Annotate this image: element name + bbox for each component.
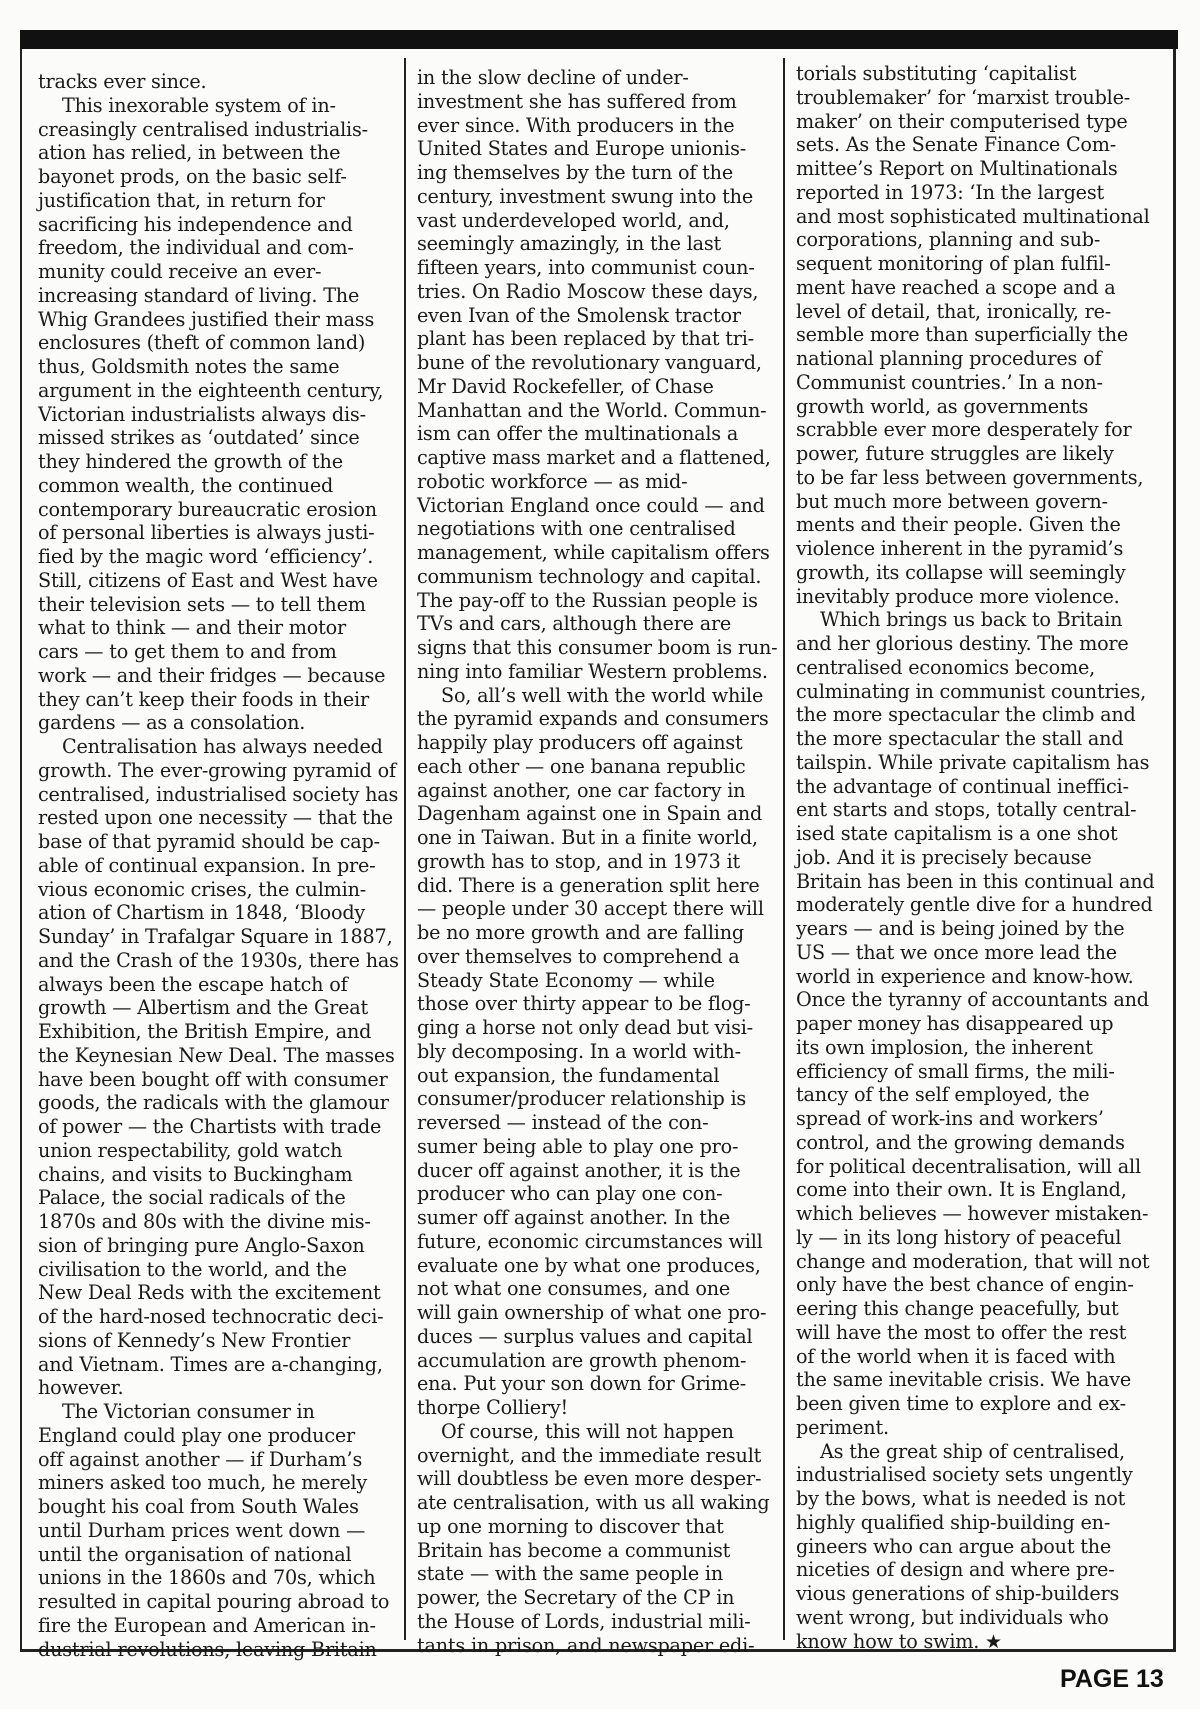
text-line: work — and their fridges — because — [38, 663, 386, 687]
text-line: Once the tyranny of accountants and — [796, 988, 1149, 1012]
text-line: justification that, in return for — [38, 188, 325, 212]
text-line: know how to swim. ★ — [796, 1629, 1003, 1653]
text-line: each other — one banana republic — [417, 754, 746, 778]
text-line: by the bows, what is needed is not — [796, 1487, 1126, 1510]
text-line: ing themselves by the turn of the — [417, 161, 733, 184]
paragraph — [38, 94, 398, 735]
text-line: of personal liberties is always justi- — [38, 521, 375, 545]
text-line: evaluate one by what one produces, — [417, 1253, 761, 1277]
text-line: periment. — [796, 1415, 889, 1439]
text-line: to be far less between governments, — [796, 465, 1144, 489]
text-line: fire the European and American in- — [38, 1613, 376, 1637]
text-line: investment she has suffered from — [417, 89, 737, 113]
text-line: maker’ on their computerised type — [796, 109, 1128, 133]
text-line: be no more growth and are falling — [417, 921, 744, 944]
text-line: dustrial revolutions, leaving Britain — [38, 1637, 377, 1661]
paragraph — [417, 66, 777, 684]
text-line: will gain ownership of what one pro- — [417, 1301, 767, 1324]
text-line: Britain has been in this continual and — [796, 869, 1155, 893]
text-line: come into their own. It is England, — [796, 1178, 1127, 1202]
text-line: scrabble ever more desperately for — [796, 418, 1132, 442]
text-line: ation of Chartism in 1848, ‘Bloody — [38, 901, 366, 925]
text-line: not what one consumes, and one — [417, 1277, 731, 1301]
text-line: did. There is a generation split here — [417, 873, 760, 897]
text-line: its own implosion, the inherent — [796, 1035, 1093, 1059]
text-line: robotic workforce — as mid- — [417, 469, 688, 493]
text-line: thus, Goldsmith notes the same — [38, 355, 340, 378]
text-line: United States and Europe unionis- — [417, 137, 747, 161]
text-line: chains, and visits to Buckingham — [38, 1162, 353, 1186]
text-line: missed strikes as ‘outdated’ since — [38, 426, 360, 450]
text-line: vious generations of ship-builders — [796, 1582, 1120, 1605]
paragraph — [417, 684, 777, 1420]
text-line: sions of Kennedy’s New Frontier — [38, 1328, 351, 1352]
text-line: Which brings us back to Britain — [820, 608, 1123, 632]
text-line: up one morning to discover that — [417, 1514, 724, 1538]
text-line: accumulation are growth phenom- — [417, 1348, 747, 1372]
text-line: sumer off against another. In the — [417, 1206, 731, 1229]
text-line: sion of bringing pure Anglo-Saxon — [38, 1233, 365, 1257]
text-line: always been the escape hatch of — [38, 972, 348, 996]
text-line: able of continual expansion. In pre- — [38, 853, 376, 877]
text-line: So, all’s well with the world while — [441, 683, 764, 707]
text-line: century, investment swung into the — [417, 184, 753, 208]
text-line: they can’t keep their foods in their — [38, 687, 369, 711]
text-line: against another, one car factory in — [417, 778, 746, 802]
text-line: freedom, the individual and com- — [38, 236, 354, 260]
text-line: sacrificing his independence and — [38, 212, 353, 236]
text-line: their television sets — to tell them — [38, 592, 366, 616]
text-line: miners asked too much, he merely — [38, 1471, 368, 1495]
text-line: of power — the Chartists with trade — [38, 1115, 382, 1138]
column-divider — [783, 58, 785, 1640]
text-line: even Ivan of the Smolensk tractor — [417, 303, 741, 327]
text-line: and the Crash of the 1930s, there has — [38, 948, 399, 972]
text-line: As the great ship of centralised, — [820, 1439, 1125, 1463]
text-line: argument in the eighteenth century, — [38, 378, 384, 402]
paragraph — [38, 1400, 398, 1661]
text-line: ena. Put your son down for Grime- — [417, 1372, 747, 1396]
text-line: bly decomposing. In a world with- — [417, 1039, 741, 1063]
text-line: reversed — instead of the con- — [417, 1111, 709, 1134]
text-line: off against another — if Durham’s — [38, 1447, 363, 1471]
text-line: base of that pyramid should be cap- — [38, 830, 380, 853]
text-line: and Vietnam. Times are a-changing, — [38, 1352, 383, 1376]
text-line: highly qualified ship-building en- — [796, 1510, 1111, 1534]
text-line: The pay-off to the Russian people is — [417, 588, 758, 612]
text-line: of the world when it is faced with — [796, 1344, 1116, 1368]
text-line: the more spectacular the stall and — [796, 727, 1124, 750]
text-line: — people under 30 accept there will — [417, 897, 764, 921]
text-line: troublemaker’ for ‘marxist trouble- — [796, 85, 1131, 109]
paragraph — [38, 735, 398, 1400]
text-line: management, while capitalism offers — [417, 541, 770, 564]
text-line: of the hard-nosed technocratic deci- — [38, 1305, 384, 1328]
text-line: thorpe Colliery! — [417, 1396, 569, 1419]
text-line: ever since. With producers in the — [417, 113, 735, 137]
text-line: communism technology and capital. — [417, 564, 762, 588]
text-line: Communist countries.’ In a non- — [796, 370, 1103, 394]
text-line: common wealth, the continued — [38, 473, 334, 497]
text-line: Steady State Economy — while — [417, 968, 715, 992]
text-line: violence inherent in the pyramid’s — [796, 537, 1124, 560]
text-line: only have the best chance of engin- — [796, 1273, 1134, 1297]
text-line: and her glorious destiny. The more — [796, 632, 1129, 655]
paragraph — [38, 70, 398, 94]
text-line: corporations, planning and sub- — [796, 228, 1101, 252]
article-column-1 — [38, 70, 398, 1661]
text-line: national planning procedures of — [796, 347, 1102, 370]
paragraph — [417, 1420, 777, 1658]
text-line: ging a horse not only dead but visi- — [417, 1016, 753, 1039]
text-line: growth has to stop, and in 1973 it — [417, 849, 741, 873]
text-line: Whig Grandees justified their mass — [38, 307, 375, 331]
text-line: been given time to explore and ex- — [796, 1392, 1126, 1415]
text-line: 1870s and 80s with the divine mis- — [38, 1210, 371, 1233]
text-line: power, future struggles are likely — [796, 442, 1114, 465]
paragraph — [796, 62, 1171, 608]
article-column-3 — [796, 62, 1171, 1653]
text-line: ly — in its long history of peaceful — [796, 1225, 1122, 1249]
text-line: ent starts and stops, totally central- — [796, 798, 1137, 822]
text-line: the more spectacular the climb and — [796, 703, 1136, 727]
text-line: vious economic crises, the culmin- — [38, 877, 367, 901]
text-line: civilisation to the world, and the — [38, 1257, 347, 1281]
text-line: Centralisation has always needed — [62, 735, 383, 758]
text-line: Victorian industrialists always dis- — [38, 402, 366, 426]
text-line: they hindered the growth of the — [38, 450, 343, 473]
text-line: will have the most to offer the rest — [796, 1320, 1127, 1344]
text-line: Palace, the social radicals of the — [38, 1186, 346, 1210]
text-line: spread of work-ins and workers’ — [796, 1107, 1104, 1130]
text-line: signs that this consumer boom is run- — [417, 636, 778, 659]
text-line: US — that we once more lead the — [796, 940, 1117, 964]
text-line: efficiency of small firms, the mili- — [796, 1059, 1115, 1083]
text-line: those over thirty appear to be flog- — [417, 992, 751, 1016]
column-divider — [404, 58, 406, 1640]
text-line: one in Taiwan. But in a finite world, — [417, 826, 758, 849]
text-line: Exhibition, the British Empire, and — [38, 1020, 372, 1043]
text-line: which believes — however mistaken- — [796, 1202, 1149, 1225]
text-line: sequent monitoring of plan fulfil- — [796, 252, 1111, 275]
text-line: tants in prison, and newspaper edi- — [417, 1633, 755, 1657]
text-line: TVs and cars, although there are — [417, 612, 732, 636]
text-line: ism can offer the multinationals a — [417, 422, 739, 446]
text-line: centralised economics become, — [796, 655, 1096, 679]
text-line: bought his coal from South Wales — [38, 1495, 359, 1518]
text-line: plant has been replaced by that tri- — [417, 327, 754, 351]
text-line: tries. On Radio Moscow these days, — [417, 279, 759, 303]
text-line: union respectability, gold watch — [38, 1138, 343, 1162]
text-line: tancy of the self employed, the — [796, 1083, 1090, 1107]
text-line: tailspin. While private capitalism has — [796, 750, 1150, 774]
text-line: goods, the radicals with the glamour — [38, 1091, 389, 1115]
page-number: PAGE 13 — [1060, 1665, 1164, 1693]
text-line: semble more than superficially the — [796, 323, 1129, 347]
text-line: enclosures (theft of common land) — [38, 331, 366, 355]
text-line: state — with the same people in — [417, 1562, 723, 1586]
text-line: gardens — as a consolation. — [38, 711, 306, 735]
text-line: creasingly centralised industrialis- — [38, 117, 368, 141]
text-line: tracks ever since. — [38, 70, 207, 93]
text-line: ation has relied, in between the — [38, 141, 341, 165]
text-line: level of detail, that, ironically, re- — [796, 299, 1112, 323]
text-line: ducer off against another, it is the — [417, 1158, 741, 1182]
top-rule-bar — [20, 30, 1178, 49]
text-line: resulted in capital pouring abroad to — [38, 1590, 390, 1613]
text-line: in the slow decline of under- — [417, 66, 689, 89]
text-line: went wrong, but individuals who — [796, 1605, 1109, 1629]
text-line: moderately gentle dive for a hundred — [796, 893, 1153, 917]
text-line: control, and the growing demands — [796, 1130, 1125, 1154]
text-line: The Victorian consumer in — [62, 1400, 315, 1423]
text-line: vast underdeveloped world, and, — [417, 208, 730, 232]
text-line: ised state capitalism is a one shot — [796, 822, 1118, 845]
text-line: industrialised society sets ungently — [796, 1463, 1133, 1487]
text-line: Of course, this will not happen — [441, 1419, 734, 1443]
text-line: unions in the 1860s and 70s, which — [38, 1566, 376, 1590]
text-line: world in experience and know-how. — [796, 964, 1134, 988]
text-line: Britain has become a communist — [417, 1538, 731, 1562]
text-line: Mr David Rockefeller, of Chase — [417, 374, 714, 398]
text-line: sumer being able to play one pro- — [417, 1134, 739, 1158]
text-line: but much more between govern- — [796, 489, 1108, 513]
text-line: sets. As the Senate Finance Com- — [796, 133, 1117, 157]
text-line: the Keynesian New Deal. The masses — [38, 1043, 395, 1067]
paragraph — [796, 1440, 1171, 1654]
text-line: until Durham prices went down — — [38, 1518, 366, 1542]
text-line: torials substituting ‘capitalist — [796, 62, 1077, 85]
text-line: overnight, and the immediate result — [417, 1443, 762, 1467]
text-line: increasing standard of living. The — [38, 283, 360, 307]
text-line: niceties of design and where pre- — [796, 1558, 1115, 1582]
text-line: the pyramid expands and consumers — [417, 707, 769, 731]
text-line: fifteen years, into communist coun- — [417, 256, 755, 279]
text-line: mittee’s Report on Multinationals — [796, 157, 1118, 180]
text-line: bayonet prods, on the basic self- — [38, 165, 347, 188]
text-line: the advantage of continual ineffici- — [796, 774, 1129, 798]
text-line: fied by the magic word ‘efficiency’. — [38, 545, 374, 568]
text-line: over themselves to comprehend a — [417, 944, 740, 968]
text-line: what to think — and their motor — [38, 616, 346, 640]
text-line: seemingly amazingly, in the last — [417, 232, 722, 256]
text-line: Sunday’ in Trafalgar Square in 1887, — [38, 925, 393, 948]
text-line: until the organisation of national — [38, 1542, 352, 1566]
text-line: This inexorable system of in- — [62, 93, 336, 117]
text-line: have been bought off with consumer — [38, 1067, 388, 1091]
article-column-2 — [417, 66, 777, 1657]
text-line: years — and is being joined by the — [796, 917, 1125, 940]
text-line: the same inevitable crisis. We have — [796, 1368, 1131, 1392]
text-line: growth world, as governments — [796, 394, 1089, 418]
text-line: negotiations with one centralised — [417, 517, 736, 541]
text-line: the House of Lords, industrial mili- — [417, 1609, 751, 1633]
text-line: contemporary bureaucratic erosion — [38, 497, 377, 521]
text-line: growth, its collapse will seemingly — [796, 560, 1126, 584]
text-line: growth. The ever-growing pyramid of — [38, 758, 396, 782]
text-line: consumer/producer relationship is — [417, 1087, 747, 1111]
text-line: for political decentralisation, will all — [796, 1154, 1141, 1178]
text-line: ments and their people. Given the — [796, 513, 1121, 537]
text-line: bune of the revolutionary vanguard, — [417, 351, 762, 374]
text-line: power, the Secretary of the CP in — [417, 1586, 735, 1609]
text-line: change and moderation, that will not — [796, 1249, 1150, 1273]
text-line: however. — [38, 1376, 124, 1400]
text-line: Victorian England once could — and — [417, 493, 765, 517]
text-line: Manhattan and the World. Commun- — [417, 398, 767, 422]
text-line: inevitably produce more violence. — [796, 584, 1120, 608]
text-line: producer who can play one con- — [417, 1182, 723, 1206]
text-line: duces — surplus values and capital — [417, 1324, 753, 1348]
text-line: future, economic circumstances will — [417, 1229, 763, 1253]
text-line: job. And it is precisely because — [796, 845, 1092, 869]
text-line: Still, citizens of East and West have — [38, 568, 378, 592]
text-line: ning into familiar Western problems. — [417, 659, 768, 683]
text-line: gineers who can argue about the — [796, 1534, 1112, 1558]
text-line: growth — Albertism and the Great — [38, 996, 368, 1020]
text-line: Dagenham against one in Spain and — [417, 802, 763, 826]
text-line: reported in 1973: ‘In the largest — [796, 180, 1104, 204]
text-line: munity could receive an ever- — [38, 260, 322, 283]
text-line: ate centralisation, with us all waking — [417, 1491, 770, 1514]
paragraph — [796, 608, 1171, 1439]
text-line: centralised, industrialised society has — [38, 782, 399, 806]
text-line: eering this change peacefully, but — [796, 1297, 1119, 1320]
text-line: New Deal Reds with the excitement — [38, 1281, 381, 1305]
text-line: ment have reached a scope and a — [796, 275, 1116, 299]
text-line: paper money has disappeared up — [796, 1012, 1114, 1035]
text-line: and most sophisticated multinational — [796, 204, 1150, 228]
text-line: will doubtless be even more desper- — [417, 1467, 762, 1491]
text-line: cars — to get them to and from — [38, 640, 337, 663]
text-line: happily play producers off against — [417, 731, 743, 754]
text-line: out expansion, the fundamental — [417, 1063, 720, 1087]
text-line: England could play one producer — [38, 1423, 356, 1447]
text-line: rested upon one necessity — that the — [38, 806, 393, 830]
text-line: culminating in communist countries, — [796, 679, 1147, 703]
text-line: captive mass market and a flattened, — [417, 446, 771, 469]
